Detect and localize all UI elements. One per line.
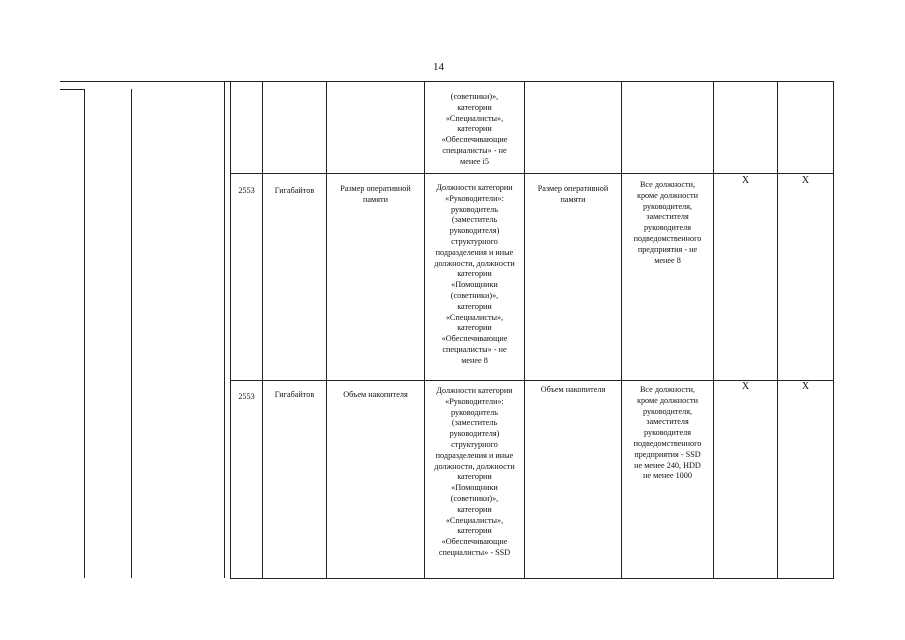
positions-cell: Должности категории «Руководители»: руководитель (заместитель руководителя) структурного подразделения и иные должности, должности категории «Помощники (советники)», категории «Специалисты», категории «Обеспечивающие специалисты» - не менее 8 [434,183,515,365]
code-cell: 2553 [238,186,255,195]
requirement-cell: Все должности, кроме должности руководителя, заместителя руководителя подведомственного предприятия - не менее 8 [633,180,702,265]
characteristic-cell: Размер оперативной памяти [340,184,411,204]
code-cell: 2553 [238,392,255,401]
mark-cell: X [801,175,810,186]
characteristic2-cell: Объем накопителя [540,385,606,394]
mark-cell: X [741,381,750,392]
unit-cell: Гигабайтов [274,186,315,195]
characteristic2-cell: Размер оперативной памяти [537,184,609,204]
mark-cell: X [801,381,810,392]
requirement-cell: Все должности, кроме должности руководителя, заместителя руководителя подведомственного предприятия - SSD не менее 240, HDD не менее 1000 [633,385,702,481]
unit-cell: Гигабайтов [274,390,315,399]
continuation-positions-cell: (советники)», категории «Специалисты», категории «Обеспечивающие специалисты» - не менее i5 [441,92,508,166]
mark-cell: X [741,175,750,186]
positions-cell: Должности категории «Руководители»: руководитель (заместитель руководителя) структурного подразделения и иные должности, должности категории «Помощники (советники)», категории «Специалисты», категории «Обеспечивающие специалисты» - SSD [434,386,515,557]
characteristic-cell: Объем накопителя [343,390,408,399]
page-number: 14 [433,61,444,73]
